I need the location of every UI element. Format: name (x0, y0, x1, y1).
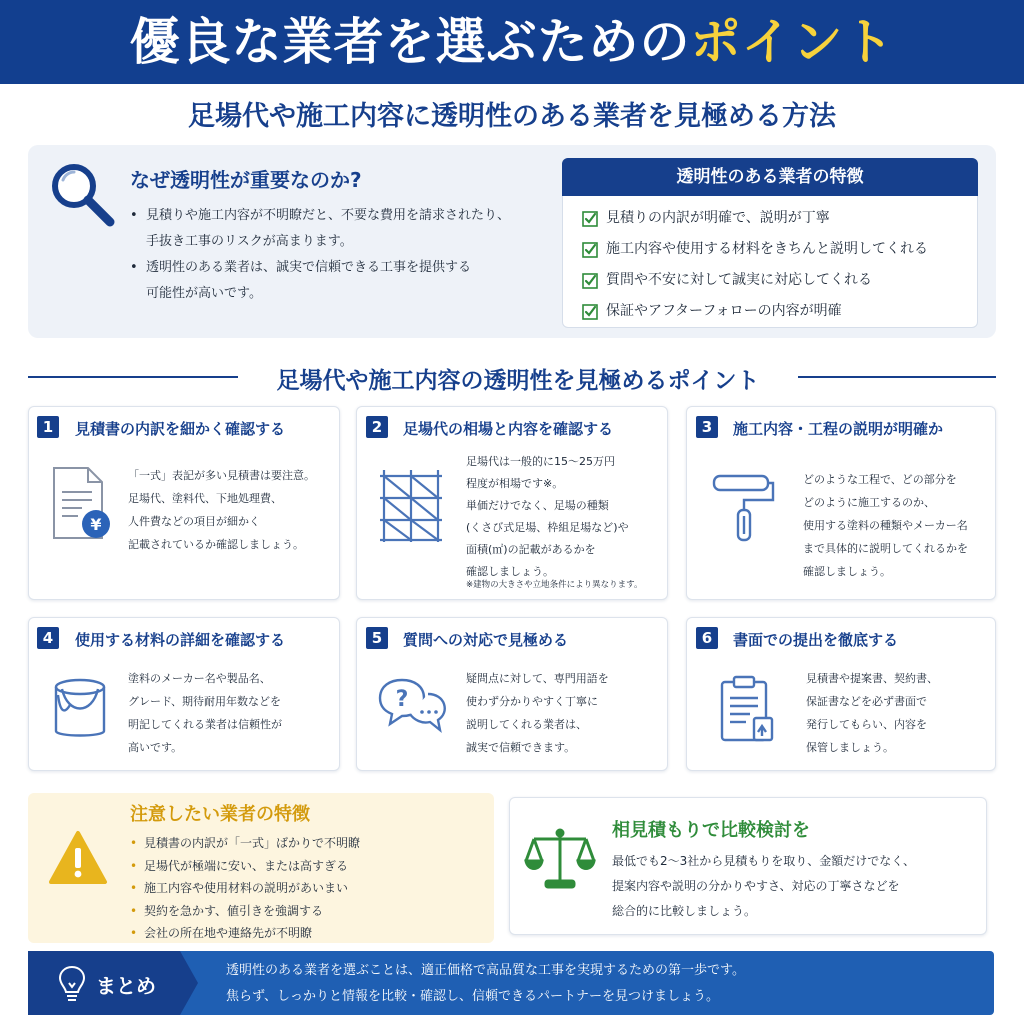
intro-title: なぜ透明性が重要なのか? (130, 168, 362, 192)
compare-body-line: 最低でも2〜3社から見積もりを取り、金額だけでなく、 (612, 854, 916, 868)
compare-body (612, 849, 982, 924)
point-body-5 (466, 667, 609, 759)
point-title-1: 見積書の内訳を細かく確認する (75, 420, 286, 438)
checkbox-checked-icon (582, 242, 598, 258)
intro-bullet-text: 透明性のある業者は、誠実で信頼できる工事を提供する (146, 260, 472, 275)
list-item (128, 203, 548, 255)
point-body-line: 足場代は一般的に15〜25万円 (466, 455, 615, 468)
point-body-line: どのように施工するのか、 (803, 496, 935, 509)
point-title-4: 使用する材料の詳細を確認する (75, 631, 286, 649)
list-item: • 足場代が極端に安い、または高すぎる (128, 855, 488, 878)
point-title-5: 質問への対応で見極める (403, 631, 569, 649)
feature-text: 質問や不安に対して誠実に対応してくれる (606, 272, 872, 288)
point-body-line: グレード、期待耐用年数などを (128, 695, 282, 708)
clipboard-document-icon (716, 674, 780, 746)
point-body-line: 使用する塗料の種類やメーカー名 (803, 519, 968, 532)
compare-body-line: 総合的に比較しましょう。 (612, 904, 757, 918)
point-title-6: 書面での提出を徹底する (733, 631, 899, 649)
feature-text: 見積りの内訳が明確で、説明が丁寧 (606, 210, 830, 226)
point-body-line: 記載されているか確認しましょう。 (128, 538, 304, 551)
point-title-2: 足場代の相場と内容を確認する (403, 420, 614, 438)
point-title-3: 施工内容・工程の説明が明確か (733, 420, 944, 438)
point-body-line: まで具体的に説明してくれるかを (803, 542, 968, 555)
point-number-5: 5 (366, 627, 388, 649)
list-item (582, 296, 972, 327)
page-title-main: 優良な業者を選ぶための (129, 13, 691, 71)
point-body-3 (803, 468, 968, 583)
point-body-line: 人件費などの項目が細かく (128, 515, 260, 528)
point-body-line: 明記してくれる業者は信頼性が (128, 718, 282, 731)
point-body-line: 高いです。 (128, 741, 183, 754)
point-number-3: 3 (696, 416, 718, 438)
intro-bullet-text: 見積りや施工内容が不明瞭だと、不要な費用を請求されたり、 (146, 208, 511, 223)
section-title: 足場代や施工内容の透明性を見極めるポイント (276, 368, 760, 394)
section-divider-right (798, 376, 996, 378)
point-body-line: 足場代、塗料代、下地処理費、 (128, 492, 282, 505)
scaffolding-icon (378, 468, 442, 540)
point-body-line: 面積(㎡)の記載があるかを (466, 543, 596, 556)
title-banner (0, 0, 1024, 84)
paint-can-icon (48, 675, 112, 747)
point-body-line: 塗料のメーカー名や製品名、 (128, 672, 271, 685)
point-body-line: 程度が相場です※。 (466, 477, 564, 490)
list-item (128, 255, 548, 307)
point-body-line: (くさび式足場、枠組足場など)や (466, 521, 629, 534)
paint-roller-icon (710, 472, 774, 544)
features-title: 透明性のある業者の特徴 (562, 158, 978, 196)
point-body-line: 単価だけでなく、足場の種類 (466, 499, 609, 512)
estimate-document-yen-icon (48, 466, 112, 538)
point-body-4 (128, 667, 282, 759)
point-body-6 (806, 667, 938, 759)
features-list (582, 203, 972, 327)
warning-icon (48, 830, 108, 886)
list-item (582, 234, 972, 265)
point-body-line: 確認しましょう。 (466, 565, 554, 578)
list-item (582, 203, 972, 234)
page-subtitle: 足場代や施工内容に透明性のある業者を見極める方法 (188, 101, 836, 132)
list-item: • 施工内容や使用材料の説明があいまい (128, 877, 488, 900)
checkbox-checked-icon (582, 273, 598, 289)
lightbulb-icon (56, 963, 88, 1003)
summary-line: 焦らず、しっかりと情報を比較・確認し、信頼できるパートナーを見つけましょう。 (226, 989, 719, 1004)
intro-bullet-text: 可能性が高いです。 (146, 286, 262, 301)
caution-list (128, 832, 488, 945)
section-divider-left (28, 376, 238, 378)
point-number-2: 2 (366, 416, 388, 438)
compare-title: 相見積もりで比較検討を (612, 820, 810, 841)
point-body-line: 「一式」表記が多い見積書は要注意。 (128, 469, 315, 482)
checkbox-checked-icon (582, 304, 598, 320)
list-item: • 会社の所在地や連絡先が不明瞭 (128, 922, 488, 945)
page-title-highlight: ポイント (690, 13, 895, 71)
feature-text: 施工内容や使用する材料をきちんと説明してくれる (606, 241, 928, 257)
caution-title: 注意したい業者の特徴 (130, 804, 310, 825)
point-body-line: 疑問点に対して、専門用語を (466, 672, 609, 685)
point-number-6: 6 (696, 627, 718, 649)
point-body-line: どのような工程で、どの部分を (803, 473, 957, 486)
summary-label: まとめ (96, 974, 156, 998)
svg-text:¥: ¥ (90, 515, 102, 534)
point-body-line: 確認しましょう。 (803, 565, 891, 578)
point-body-line: 説明してくれる業者は、 (466, 718, 587, 731)
magnifier-icon (46, 158, 118, 230)
summary-line: 透明性のある業者を選ぶことは、適正価格で高品質な工事を実現するための第一歩です。 (226, 963, 745, 978)
point-number-1: 1 (37, 416, 59, 438)
point-body-line: 見積書や提案書、契約書、 (806, 672, 938, 685)
point-body-line: 誠実で信頼できます。 (466, 741, 576, 754)
balance-scale-icon (524, 825, 596, 891)
compare-body-line: 提案内容や説明の分かりやすさ、対応の丁寧さなどを (612, 879, 900, 893)
intro-bullet-text: 手抜き工事のリスクが高まります。 (146, 234, 353, 249)
list-item: • 契約を急かす、値引きを強調する (128, 900, 488, 923)
question-chat-icon (376, 676, 440, 748)
list-item: • 見積書の内訳が「一式」ばかりで不明瞭 (128, 832, 488, 855)
feature-text: 保証やアフターフォローの内容が明確 (606, 303, 842, 319)
point-body-line: 発行してもらい、内容を (806, 718, 927, 731)
point-body-1 (128, 464, 315, 556)
point-number-4: 4 (37, 627, 59, 649)
intro-bullet-list (128, 203, 548, 307)
page-title (0, 0, 1024, 84)
point-body-line: 使わず分かりやすく丁寧に (466, 695, 598, 708)
point-body-line: 保証書などを必ず書面で (806, 695, 927, 708)
point-note-2: ※建物の大きさや立地条件により異なります。 (466, 580, 643, 590)
checkbox-checked-icon (582, 211, 598, 227)
svg-text:?: ? (395, 687, 409, 712)
list-item (582, 265, 972, 296)
point-body-2 (466, 451, 629, 583)
summary-text (226, 958, 986, 1010)
point-body-line: 保管しましょう。 (806, 741, 894, 754)
